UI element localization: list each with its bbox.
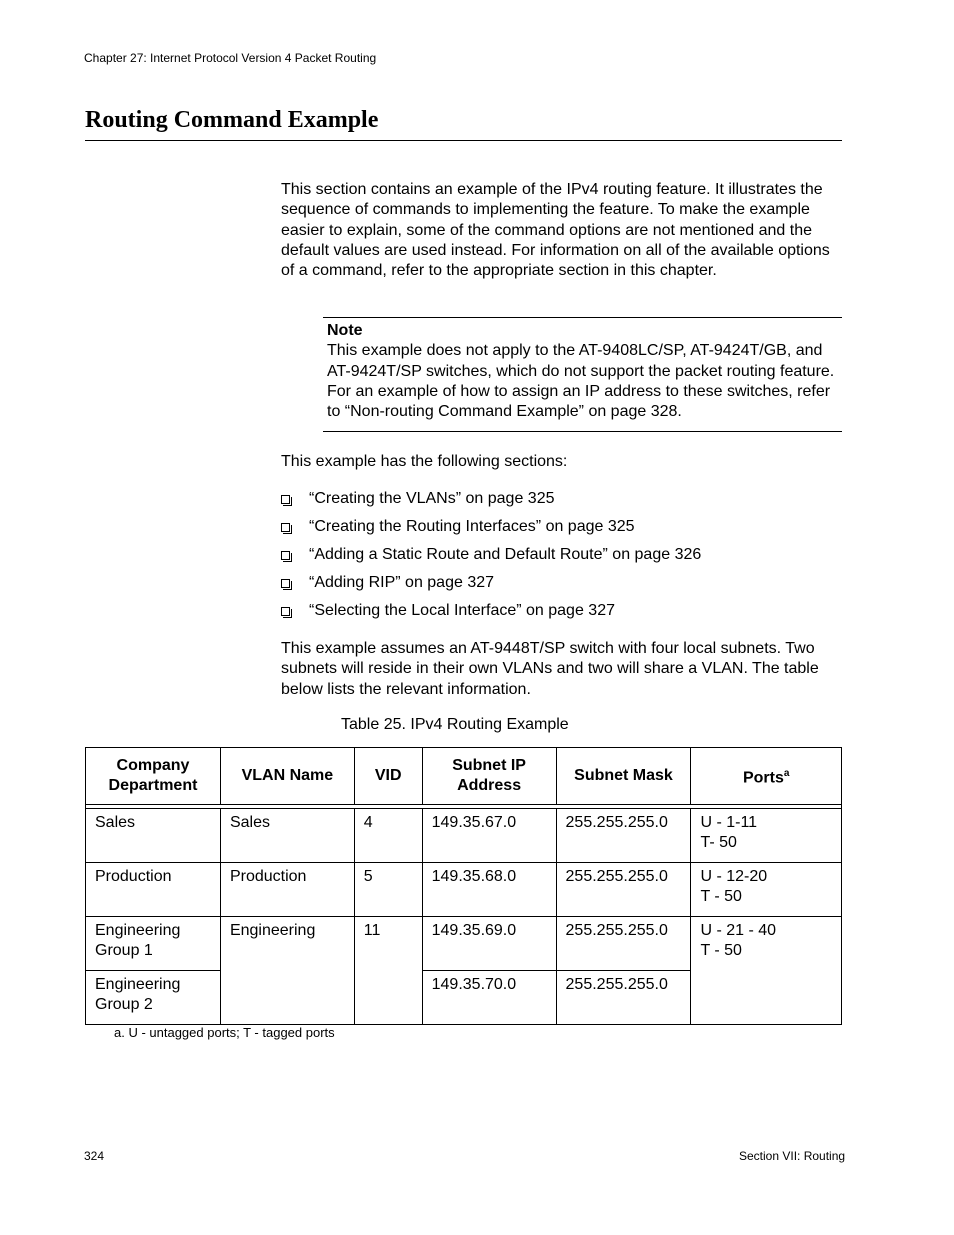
footnote-mark: a [783, 767, 790, 779]
table-row: Production Production 5 149.35.68.0 255.255.255.0 U - 12-20 T - 50 [86, 863, 842, 917]
header-vlan-name: VLAN Name [220, 748, 354, 805]
intro-paragraph: This section contains an example of the IPv4 routing feature. It illustrates the sequence of commands to implementing the feature. To make the example easier to explain, some of the command options are not mentioned and the default values are used instead. For information on all of the available options of a command, refer to the appropriate section in this chapter. [281, 181, 830, 280]
table-header-row [86, 748, 842, 805]
table-row: Engineering Group 1 Engineering 11 149.35.69.0 255.255.255.0 U - 21 - 40 T - 50 [86, 917, 842, 971]
assumption-paragraph: This example assumes an AT-9448T/SP switch with four local subnets. Two subnets will reside in their own VLANs and two will share a VLAN. The table below lists the relevant information. [281, 640, 819, 698]
list-item: “Creating the Routing Interfaces” on page 325 [281, 517, 701, 545]
list-item: “Creating the VLANs” on page 325 [281, 489, 701, 517]
checkbox-bullet-icon [281, 495, 290, 504]
header-ports: Ports$^a$ [691, 748, 842, 805]
sections-intro: This example has the following sections: [281, 453, 568, 470]
checkbox-bullet-icon [281, 523, 290, 532]
header-subnet-ip: Subnet IP Address [422, 748, 556, 805]
note-box [323, 317, 842, 432]
checkbox-bullet-icon [281, 579, 290, 588]
checkbox-bullet-icon [281, 607, 290, 616]
section-title: Routing Command Example [85, 107, 379, 133]
header-company-department: Company Department [86, 748, 221, 805]
page-number: 324 [84, 1149, 105, 1163]
list-item: “Selecting the Local Interface” on page 327 [281, 601, 701, 629]
table-caption: Table 25. IPv4 Routing Example [341, 716, 569, 733]
list-item: “Adding a Static Route and Default Route” on page 326 [281, 545, 701, 573]
list-item: “Adding RIP” on page 327 [281, 573, 701, 601]
title-rule [85, 140, 842, 141]
header-subnet-mask: Subnet Mask [556, 748, 691, 805]
note-body: This example does not apply to the AT-9408LC/SP, AT-9424T/GB, and AT-9424T/SP switches, which do not support the packet routing feature. For an example of how to assign an IP address to these switches, refer to “Non-routing Command Example” on page 328. [327, 342, 835, 421]
table-row: Sales Sales 4 149.35.67.0 255.255.255.0 U - 1-11 T- 50 [86, 809, 842, 863]
section-footer: Section VII: Routing [739, 1149, 846, 1163]
table-row: Engineering Group 2 149.35.70.0 255.255.255.0 [86, 971, 842, 1025]
note-heading: Note [327, 322, 363, 339]
table-footnote: a. U - untagged ports; T - tagged ports [114, 1025, 335, 1040]
sections-list [281, 489, 701, 629]
running-head: Chapter 27: Internet Protocol Version 4 Packet Routing [84, 51, 377, 65]
routing-table [85, 747, 842, 1025]
checkbox-bullet-icon [281, 551, 290, 560]
header-vid: VID [354, 748, 422, 805]
